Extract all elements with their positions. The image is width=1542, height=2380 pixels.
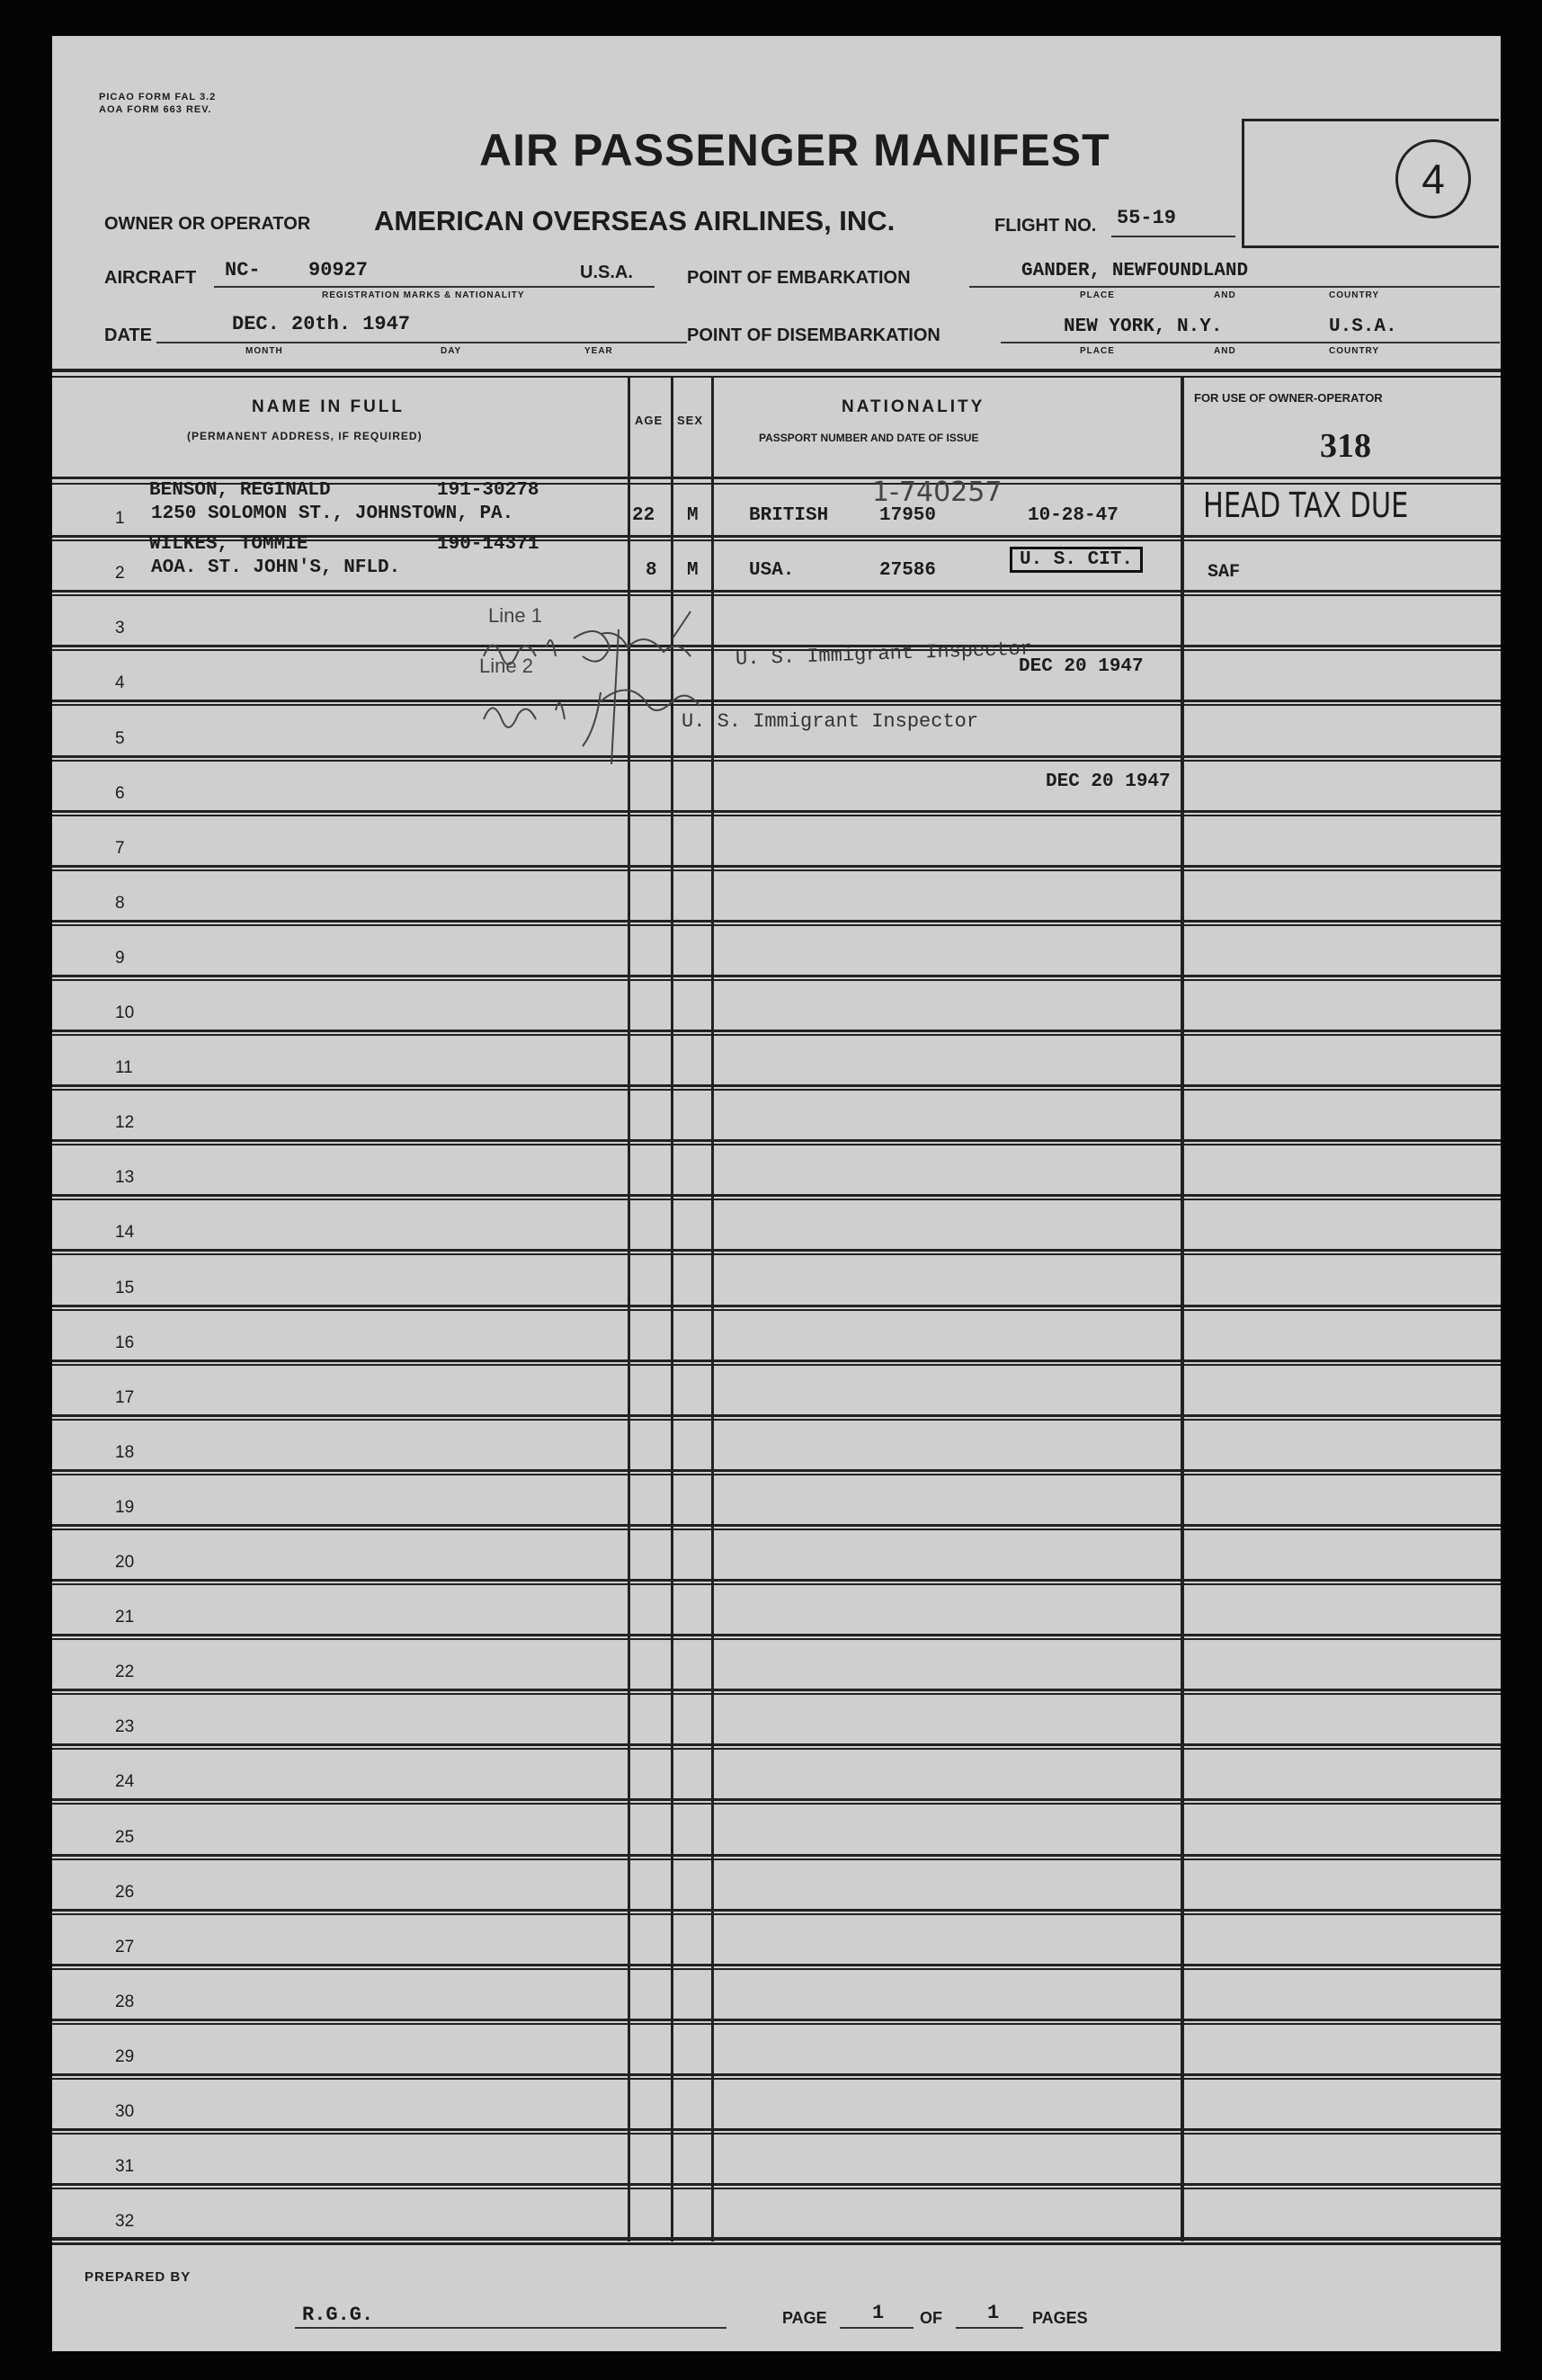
owner-use-header: FOR USE OF OWNER-OPERATOR xyxy=(1194,391,1383,405)
age-header: AGE xyxy=(635,414,664,427)
form-code-2: AOA FORM 663 REV. xyxy=(99,104,212,115)
row-number: 21 xyxy=(115,1608,135,1627)
row-rule xyxy=(52,755,1501,758)
passenger-1-sex: M xyxy=(687,505,699,526)
row-number: 26 xyxy=(115,1883,135,1902)
row-rule xyxy=(52,1199,1501,1200)
row-rule xyxy=(52,1968,1501,1970)
row-rule xyxy=(52,2073,1501,2076)
row-rule xyxy=(52,1359,1501,1362)
row-number: 13 xyxy=(115,1168,135,1187)
row-rule xyxy=(52,1305,1501,1307)
row-rule xyxy=(52,1144,1501,1145)
row-rule xyxy=(52,2188,1501,2189)
row-rule xyxy=(52,865,1501,868)
row-rule xyxy=(52,1964,1501,1966)
row-rule xyxy=(52,594,1501,596)
row-rule xyxy=(52,1034,1501,1036)
row-rule xyxy=(52,1909,1501,1912)
row-rule xyxy=(52,1743,1501,1746)
row-number: 24 xyxy=(115,1772,135,1791)
date-label: DATE xyxy=(104,325,152,345)
row-rule xyxy=(52,1469,1501,1472)
passenger-1-handwritten-number: 1-740257 xyxy=(872,477,1003,508)
disembark-country-caption: COUNTRY xyxy=(1329,346,1380,356)
row-rule xyxy=(52,1638,1501,1640)
row-rule xyxy=(52,1524,1501,1527)
row-number: 10 xyxy=(115,1003,135,1022)
passenger-2-nationality: USA. xyxy=(749,560,795,581)
row-number: 11 xyxy=(115,1058,133,1077)
row-rule xyxy=(52,1364,1501,1366)
page-value: 1 xyxy=(872,2302,885,2324)
passenger-2-remark: SAF xyxy=(1208,562,1241,583)
row-rule xyxy=(52,590,1501,593)
passenger-1-issue-date: 10-28-47 xyxy=(1028,505,1119,526)
row-number: 9 xyxy=(115,949,125,967)
flight-label: FLIGHT NO. xyxy=(994,216,1097,236)
passenger-1-passport: 17950 xyxy=(879,505,937,526)
pages-value: 1 xyxy=(987,2302,1000,2324)
handwriting-line-2: Line 2 xyxy=(479,655,533,677)
row-rule xyxy=(52,1634,1501,1636)
prepared-value: R.G.G. xyxy=(302,2304,374,2326)
row-rule xyxy=(52,2183,1501,2186)
aircraft-label: AIRCRAFT xyxy=(104,268,197,288)
owner-use-value: 318 xyxy=(1320,427,1371,465)
embark-place-caption: PLACE xyxy=(1080,290,1115,300)
row-rule xyxy=(52,1309,1501,1311)
passenger-2-sex: M xyxy=(687,560,699,581)
row-number: 30 xyxy=(115,2102,135,2121)
owner-value: AMERICAN OVERSEAS AIRLINES, INC. xyxy=(374,205,896,236)
row-number: 3 xyxy=(115,619,125,637)
passenger-2-id: 190-14371 xyxy=(437,534,539,555)
passenger-1-id: 191-30278 xyxy=(437,480,539,501)
row-rule xyxy=(52,1748,1501,1750)
date-value: DEC. 20th. 1947 xyxy=(232,313,411,335)
row-number: 16 xyxy=(115,1333,135,1352)
row-rule xyxy=(52,1854,1501,1857)
passenger-2-passport: 27586 xyxy=(879,560,937,581)
passenger-1-age: 22 xyxy=(632,505,655,526)
row-rule xyxy=(52,1139,1501,1142)
aircraft-number: 90927 xyxy=(308,259,369,281)
row-rule xyxy=(52,1913,1501,1915)
row-number: 28 xyxy=(115,1992,135,2011)
handwriting-line-1: Line 1 xyxy=(488,604,542,627)
passenger-1-name: BENSON, REGINALD xyxy=(149,480,331,501)
form-title: AIR PASSENGER MANIFEST xyxy=(479,125,1110,175)
row-rule xyxy=(52,760,1501,762)
row-rule xyxy=(52,869,1501,871)
row-number: 12 xyxy=(115,1113,135,1132)
flight-value: 55-19 xyxy=(1117,207,1177,229)
disembark-label: POINT OF DISEMBARKATION xyxy=(687,325,940,345)
row-rule xyxy=(52,815,1501,816)
row-rule xyxy=(52,1693,1501,1695)
sex-header: SEX xyxy=(677,414,704,427)
page-label: PAGE xyxy=(782,2309,827,2327)
manifest-sheet xyxy=(52,36,1501,2351)
day-caption: DAY xyxy=(441,346,462,356)
row-number: 32 xyxy=(115,2212,135,2231)
aircraft-prefix: NC- xyxy=(225,259,261,281)
row-rule xyxy=(52,700,1501,702)
disembark-country: U.S.A. xyxy=(1329,316,1397,337)
passenger-1-address: 1250 SOLOMON ST., JOHNSTOWN, PA. xyxy=(151,504,514,524)
prepared-label: PREPARED BY xyxy=(85,2269,192,2285)
row-number: 19 xyxy=(115,1498,135,1517)
passport-subheader: PASSPORT NUMBER AND DATE OF ISSUE xyxy=(759,432,979,444)
month-caption: MONTH xyxy=(245,346,283,356)
disembark-and-caption: AND xyxy=(1214,346,1236,356)
passenger-1-remark: HEAD TAX DUE xyxy=(1203,486,1409,525)
disembark-place: NEW YORK, N.Y. xyxy=(1064,316,1223,337)
date-stamp-1: DEC 20 1947 xyxy=(1019,656,1144,677)
row-rule xyxy=(52,1583,1501,1585)
aircraft-country: U.S.A. xyxy=(580,263,633,282)
row-number: 14 xyxy=(115,1223,135,1242)
sheet-number: 4 xyxy=(1395,139,1471,218)
row-rule xyxy=(52,1084,1501,1087)
row-number: 27 xyxy=(115,1938,135,1957)
embark-country-caption: COUNTRY xyxy=(1329,290,1380,300)
embark-label: POINT OF EMBARKATION xyxy=(687,268,911,288)
row-number: 20 xyxy=(115,1553,135,1572)
row-rule xyxy=(52,2133,1501,2135)
passenger-2-name: WILKES, TOMMIE xyxy=(149,534,308,555)
row-number: 4 xyxy=(115,673,125,692)
row-number: 22 xyxy=(115,1662,135,1681)
row-rule xyxy=(52,1803,1501,1805)
owner-label: OWNER OR OPERATOR xyxy=(104,214,311,234)
row-rule xyxy=(52,1529,1501,1530)
row-number: 7 xyxy=(115,839,125,858)
disembark-place-caption: PLACE xyxy=(1080,346,1115,356)
row-number: 18 xyxy=(115,1443,135,1462)
row-rule xyxy=(52,1414,1501,1417)
row-rule xyxy=(52,1030,1501,1032)
row-rule xyxy=(52,924,1501,926)
row-rule xyxy=(52,1859,1501,1860)
row-rule xyxy=(52,1249,1501,1252)
passenger-2-address: AOA. ST. JOHN'S, NFLD. xyxy=(151,557,401,578)
embark-value: GANDER, NEWFOUNDLAND xyxy=(1021,261,1249,281)
row-number: 31 xyxy=(115,2157,135,2176)
row-rule xyxy=(52,2019,1501,2021)
row-rule xyxy=(52,2078,1501,2080)
row-number: 2 xyxy=(115,564,125,583)
row-number: 15 xyxy=(115,1279,135,1297)
row-number: 23 xyxy=(115,1717,135,1736)
row-rule xyxy=(52,1798,1501,1801)
inspector-stamp-1: U. S. Immigrant Inspector xyxy=(735,637,1033,671)
nationality-header: NATIONALITY xyxy=(842,397,985,416)
year-caption: YEAR xyxy=(584,346,613,356)
row-rule xyxy=(52,2128,1501,2131)
row-number: 8 xyxy=(115,894,125,913)
row-rule xyxy=(52,1474,1501,1475)
row-number: 17 xyxy=(115,1388,135,1407)
row-rule xyxy=(52,979,1501,981)
form-code-1: PICAO FORM FAL 3.2 xyxy=(99,92,217,103)
row-rule xyxy=(52,1253,1501,1255)
name-header: NAME IN FULL xyxy=(252,397,406,416)
row-number: 1 xyxy=(115,509,125,528)
row-rule xyxy=(52,704,1501,706)
inspector-stamp-2: U. S. Immigrant Inspector xyxy=(682,710,979,733)
row-rule xyxy=(52,1089,1501,1091)
passenger-2-citizen-stamp: U. S. CIT. xyxy=(1010,547,1143,573)
row-rule xyxy=(52,1579,1501,1582)
row-rule xyxy=(52,975,1501,977)
passenger-2-age: 8 xyxy=(646,560,657,581)
embark-and-caption: AND xyxy=(1214,290,1236,300)
row-number: 25 xyxy=(115,1828,135,1847)
row-rule xyxy=(52,2023,1501,2025)
name-subheader: (PERMANENT ADDRESS, IF REQUIRED) xyxy=(187,430,423,442)
row-rule xyxy=(52,1689,1501,1691)
row-number: 29 xyxy=(115,2047,135,2066)
row-rule xyxy=(52,1194,1501,1197)
row-number: 5 xyxy=(115,729,125,748)
aircraft-caption: REGISTRATION MARKS & NATIONALITY xyxy=(322,290,525,300)
row-rule xyxy=(52,920,1501,923)
row-rule xyxy=(52,1419,1501,1421)
passenger-1-nationality: BRITISH xyxy=(749,505,829,526)
of-label: OF xyxy=(920,2309,942,2327)
row-number: 6 xyxy=(115,784,125,803)
row-rule xyxy=(52,810,1501,813)
manifest-rows xyxy=(52,36,1501,2351)
pages-label: PAGES xyxy=(1032,2309,1088,2327)
date-stamp-2: DEC 20 1947 xyxy=(1046,771,1171,792)
